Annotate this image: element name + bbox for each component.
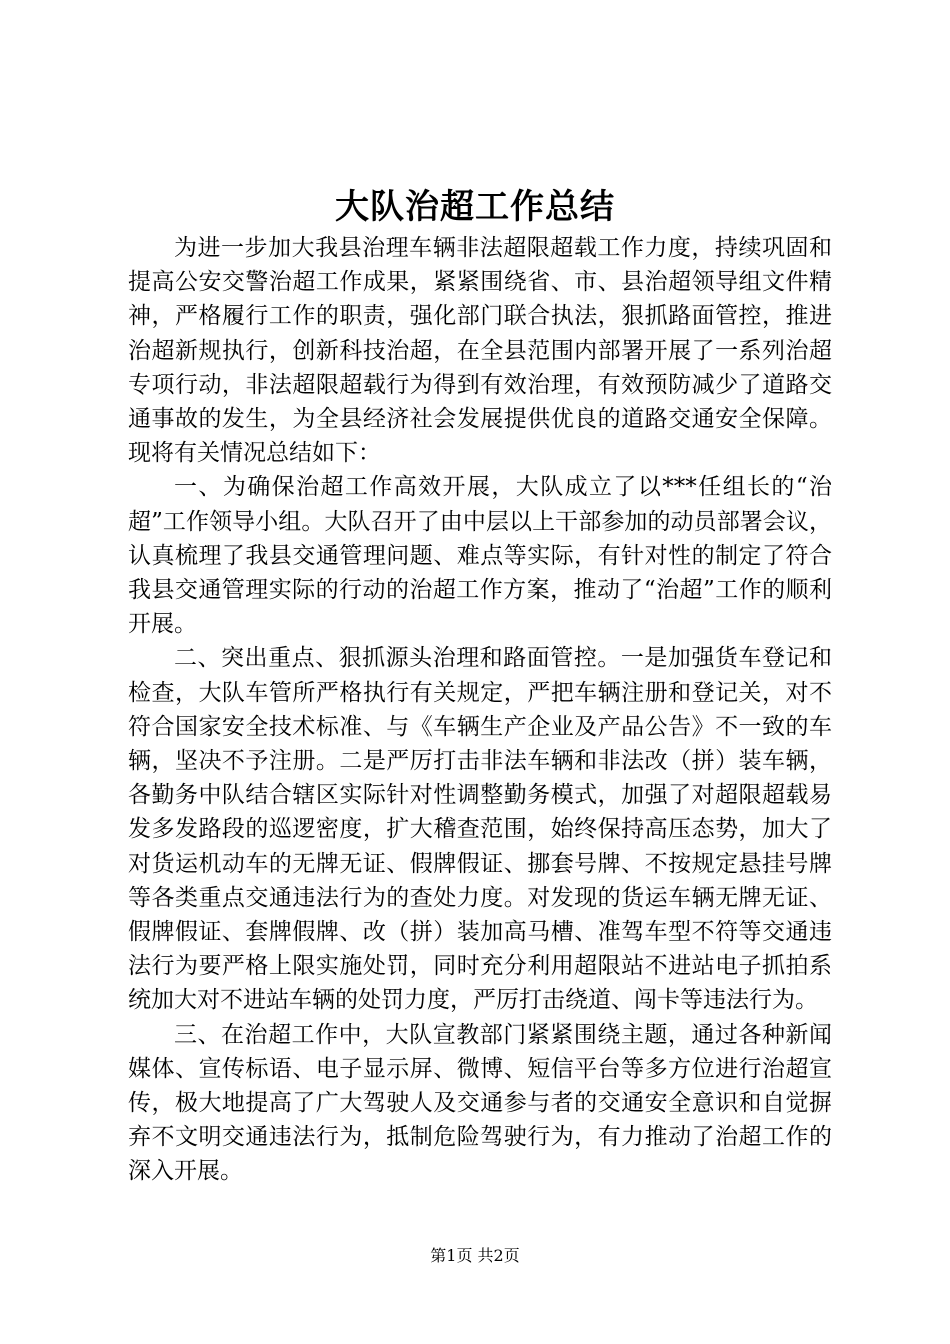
paragraph-section-1: 一、为确保治超工作高效开展，大队成立了以***任组长的“治超”工作领导小组。大队召开了由中层以上干部参加的动员部署会议，认真梳理了我县交通管理问题、难点等实际，有针对性的制定了符合我县交通管理实际的行动的治超工作方案，推动了“治超”工作的顺利开展。 xyxy=(128,474,832,638)
document-title: 大队治超工作总结 xyxy=(335,187,615,227)
paragraph-intro: 为进一步加大我县治理车辆非法超限超载工作力度，持续巩固和提高公安交警治超工作成果，紧紧围绕省、市、县治超领导组文件精神，严格履行工作的职责，强化部门联合执法，狠抓路面管控，推进治超新规执行，创新科技治超，在全县范围内部署开展了一系列治超专项行动，非法超限超载行为得到有效治理，有效预防减少了道路交通事故的发生，为全县经济社会发展提供优良的道路交通安全保障。现将有关情况总结如下： xyxy=(128,235,832,467)
document-body xyxy=(128,231,832,1189)
paragraph-section-3: 三、在治超工作中，大队宣教部门紧紧围绕主题，通过各种新闻媒体、宣传标语、电子显示屏、微博、短信平台等多方位进行治超宣传，极大地提高了广大驾驶人及交通参与者的交通安全意识和自觉摒弃不文明交通违法行为，抵制危险驾驶行为，有力推动了治超工作的深入开展。 xyxy=(128,1021,832,1185)
page-number-footer: 第1页 共2页 xyxy=(430,1246,520,1265)
paragraph-section-2: 二、突出重点、狠抓源头治理和路面管控。一是加强货车登记和检查，大队车管所严格执行有关规定，严把车辆注册和登记关，对不符合国家安全技术标准、与《车辆生产企业及产品公告》不一致的车辆，坚决不予注册。二是严厉打击非法车辆和非法改（拼）装车辆，各勤务中队结合辖区实际针对性调整勤务模式，加强了对超限超载易发多发路段的巡逻密度，扩大稽查范围，始终保持高压态势，加大了对货运机动车的无牌无证、假牌假证、挪套号牌、不按规定悬挂号牌等各类重点交通违法行为的查处力度。对发现的货运车辆无牌无证、假牌假证、套牌假牌、改（拼）装加高马槽、准驾车型不符等交通违法行为要严格上限实施处罚，同时充分利用超限站不进站电子抓拍系统加大对不进站车辆的处罚力度，严厉打击绕道、闯卡等违法行为。 xyxy=(128,645,832,1014)
